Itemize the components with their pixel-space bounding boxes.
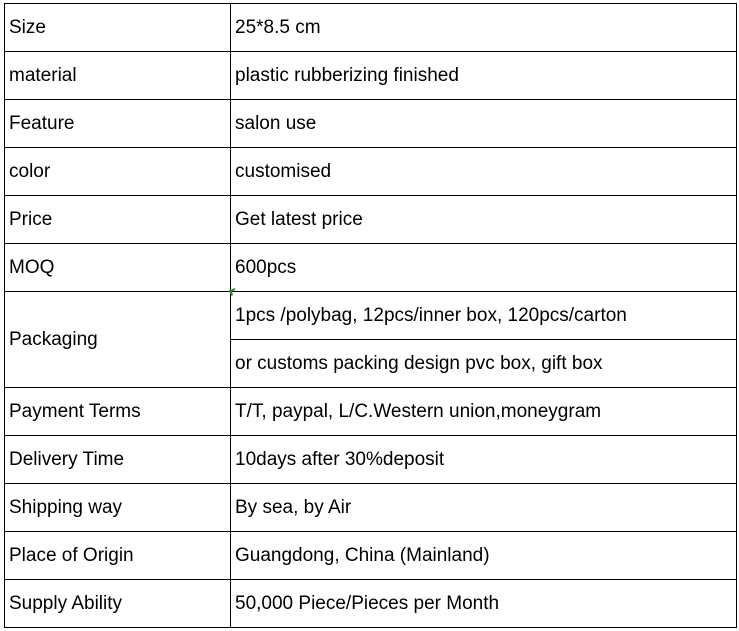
spec-label: Delivery Time — [5, 436, 231, 484]
spec-value: Guangdong, China (Mainland) — [231, 532, 737, 580]
table-row — [5, 580, 737, 628]
table-row — [5, 484, 737, 532]
spec-value: Get latest price — [231, 196, 737, 244]
spec-value: 600pcs — [231, 244, 737, 292]
table-row — [5, 100, 737, 148]
spec-value: 25*8.5 cm — [231, 4, 737, 52]
spec-value-packaging-line: 1pcs /polybag, 12pcs/inner box, 120pcs/carton — [231, 292, 737, 340]
spec-label-packaging: Packaging — [5, 292, 231, 388]
spec-value: By sea, by Air — [231, 484, 737, 532]
table-row — [5, 196, 737, 244]
spec-value: 50,000 Piece/Pieces per Month — [231, 580, 737, 628]
spec-value-packaging-line: or customs packing design pvc box, gift box — [231, 340, 737, 388]
spec-label: Shipping way — [5, 484, 231, 532]
table-row — [5, 244, 737, 292]
spec-label: Supply Ability — [5, 580, 231, 628]
product-spec-table — [4, 3, 737, 628]
table-row — [5, 436, 737, 484]
spec-value: plastic rubberizing finished — [231, 52, 737, 100]
spec-value: 10days after 30%deposit — [231, 436, 737, 484]
spec-value: salon use — [231, 100, 737, 148]
spec-label: Place of Origin — [5, 532, 231, 580]
spec-label: Size — [5, 4, 231, 52]
spec-value: T/T, paypal, L/C.Western union,moneygram — [231, 388, 737, 436]
table-row — [5, 148, 737, 196]
table-row-packaging — [5, 292, 737, 340]
spec-label: material — [5, 52, 231, 100]
table-row — [5, 532, 737, 580]
table-row — [5, 4, 737, 52]
spec-label: Price — [5, 196, 231, 244]
spec-label: Feature — [5, 100, 231, 148]
spec-label: color — [5, 148, 231, 196]
spec-label: Payment Terms — [5, 388, 231, 436]
table-row — [5, 388, 737, 436]
spec-value: customised — [231, 148, 737, 196]
table-row — [5, 52, 737, 100]
spec-label: MOQ — [5, 244, 231, 292]
